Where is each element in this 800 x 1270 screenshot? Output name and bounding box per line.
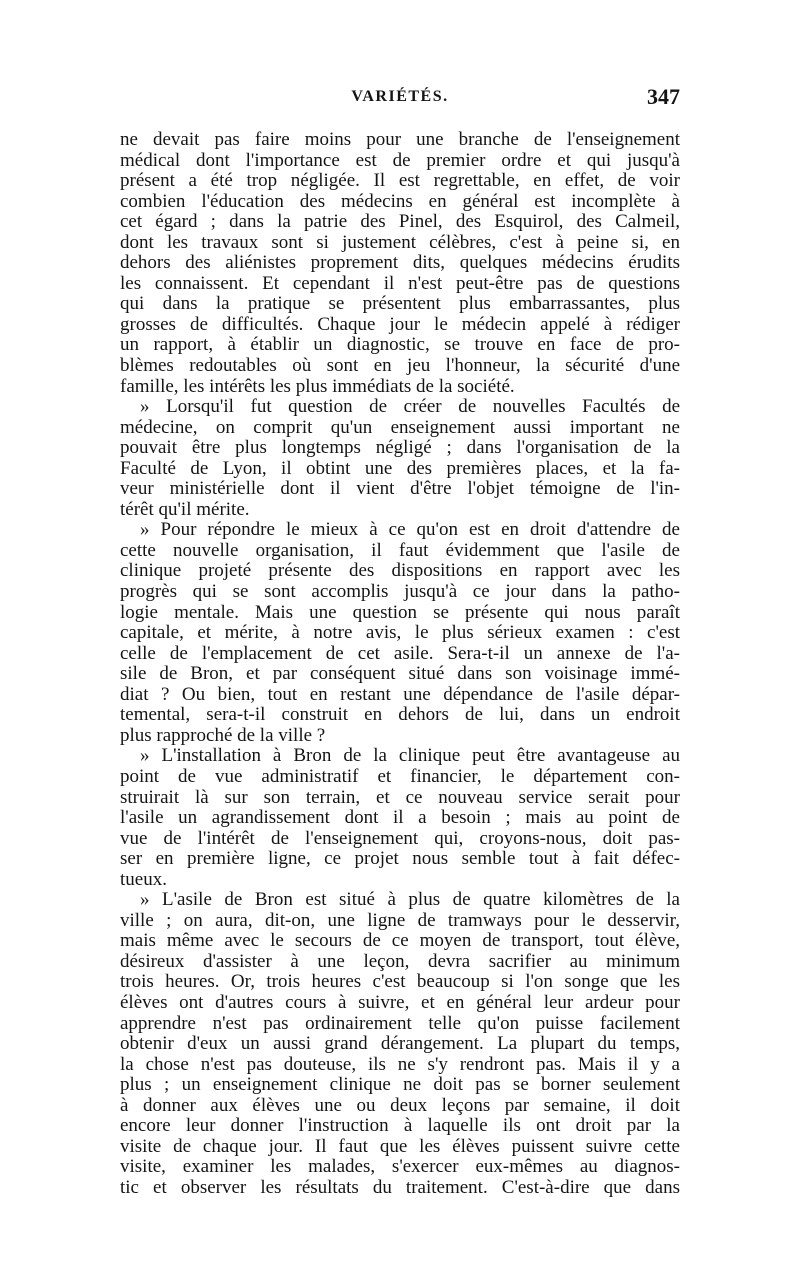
text-line: désireux d'assister à une leçon, devra sacrifier au minimum bbox=[120, 951, 680, 972]
text-line: apprendre n'est pas ordinairement telle qu'on puisse facilement bbox=[120, 1013, 680, 1034]
text-line: » L'installation à Bron de la clinique peut être avantageuse au bbox=[140, 746, 680, 767]
text-line: un rapport, à établir un diagnostic, se trouve en face de pro- bbox=[120, 335, 680, 356]
text-line: trois heures. Or, trois heures c'est beaucoup si l'on songe que les bbox=[120, 972, 680, 993]
text-line: plus ; un enseignement clinique ne doit pas se borner seulement bbox=[120, 1075, 680, 1096]
text-line: qui dans la pratique se présentent plus embarrassantes, plus bbox=[120, 294, 680, 315]
text-line: dont les travaux sont si justement célèbres, c'est à peine si, en bbox=[120, 232, 680, 253]
text-line: logie mentale. Mais une question se présente qui nous paraît bbox=[120, 602, 680, 623]
text-line: » L'asile de Bron est situé à plus de quatre kilomètres de la bbox=[140, 890, 680, 911]
text-line: présent a été trop négligée. Il est regrettable, en effet, de voir bbox=[120, 171, 680, 192]
text-line: point de vue administratif et financier, le département con- bbox=[120, 766, 680, 787]
running-head: VARIÉTÉS. bbox=[351, 88, 449, 105]
text-line: ville ; on aura, dit-on, une ligne de tramways pour le desservir, bbox=[120, 910, 680, 931]
text-line: élèves ont d'autres cours à suivre, et en général leur ardeur pour bbox=[120, 992, 680, 1013]
text-line: grosses de difficultés. Chaque jour le médecin appelé à rédiger bbox=[120, 314, 680, 335]
text-line: visite de chaque jour. Il faut que les élèves puissent suivre cette bbox=[120, 1136, 680, 1157]
text-line: les connaissent. Et cependant il n'est peut-être pas de questions bbox=[120, 273, 680, 294]
text-line: ne devait pas faire moins pour une branche de l'enseignement bbox=[120, 130, 680, 150]
text-line: dehors des aliénistes proprement dits, quelques médecins érudits bbox=[120, 253, 680, 274]
text-line: mais même avec le secours de ce moyen de transport, tout élève, bbox=[120, 931, 680, 952]
page-header bbox=[120, 84, 680, 116]
text-line: la chose n'est pas douteuse, ils ne s'y rendront pas. Mais il y a bbox=[120, 1054, 680, 1075]
text-line: vue de l'intérêt de l'enseignement qui, croyons-nous, doit pas- bbox=[120, 828, 680, 849]
text-line: sile de Bron, et par conséquent situé dans son voisinage immé- bbox=[120, 664, 680, 685]
body-text bbox=[120, 130, 680, 1198]
text-line: l'asile un agrandissement dont il a besoin ; mais au point de bbox=[120, 808, 680, 829]
text-line: médical dont l'importance est de premier ordre et qui jusqu'à bbox=[120, 150, 680, 171]
text-line: clinique projeté présente des dispositions en rapport avec les bbox=[120, 561, 680, 582]
text-line: plus rapproché de la ville ? bbox=[120, 725, 326, 746]
text-line: visite, examiner les malades, s'exercer eux-mêmes au diagnos- bbox=[120, 1157, 680, 1178]
text-line: capitale, et mérite, à notre avis, le plus sérieux examen : c'est bbox=[120, 623, 680, 644]
text-line: » Lorsqu'il fut question de créer de nouvelles Facultés de bbox=[140, 397, 680, 418]
text-line: pouvait être plus longtemps négligé ; dans l'organisation de la bbox=[120, 438, 680, 459]
text-line: struirait là sur son terrain, et ce nouveau service serait pour bbox=[120, 787, 680, 808]
text-line: obtenir d'eux un aussi grand dérangement. La plupart du temps, bbox=[120, 1034, 680, 1055]
text-line: tic et observer les résultats du traitement. C'est-à-dire que dans bbox=[120, 1177, 680, 1198]
text-line: ser en première ligne, ce projet nous semble tout à fait défec- bbox=[120, 849, 680, 870]
text-line: combien l'éducation des médecins en général est incomplète à bbox=[120, 191, 680, 212]
text-line: temental, sera-t-il construit en dehors de lui, dans un endroit bbox=[120, 705, 680, 726]
text-line: à donner aux élèves une ou deux leçons par semaine, il doit bbox=[120, 1095, 680, 1116]
text-line: » Pour répondre le mieux à ce qu'on est en droit d'attendre de bbox=[140, 520, 680, 541]
text-line: médecine, on comprit qu'un enseignement aussi important ne bbox=[120, 417, 680, 438]
text-line: cet égard ; dans la patrie des Pinel, des Esquirol, des Calmeil, bbox=[120, 212, 680, 233]
page-number: 347 bbox=[647, 84, 680, 109]
text-line: famille, les intérêts les plus immédiats de la société. bbox=[120, 376, 515, 397]
text-line: celle de l'emplacement de cet asile. Sera-t-il un annexe de l'a- bbox=[120, 643, 680, 664]
text-line: tueux. bbox=[120, 869, 167, 890]
text-line: veur ministérielle dont il vient d'être l'objet témoigne de l'in- bbox=[120, 479, 680, 500]
text-line: térêt qu'il mérite. bbox=[120, 499, 250, 520]
text-line: progrès qui se sont accomplis jusqu'à ce jour dans la patho- bbox=[120, 582, 680, 603]
text-line: diat ? Ou bien, tout en restant une dépendance de l'asile dépar- bbox=[120, 684, 680, 705]
text-line: cette nouvelle organisation, il faut évidemment que l'asile de bbox=[120, 540, 680, 561]
text-line: Faculté de Lyon, il obtint une des premières places, et la fa- bbox=[120, 458, 680, 479]
text-line: blèmes redoutables où sont en jeu l'honneur, la sécurité d'une bbox=[120, 356, 680, 377]
text-line: encore leur donner l'instruction à laquelle ils ont droit par la bbox=[120, 1116, 680, 1137]
